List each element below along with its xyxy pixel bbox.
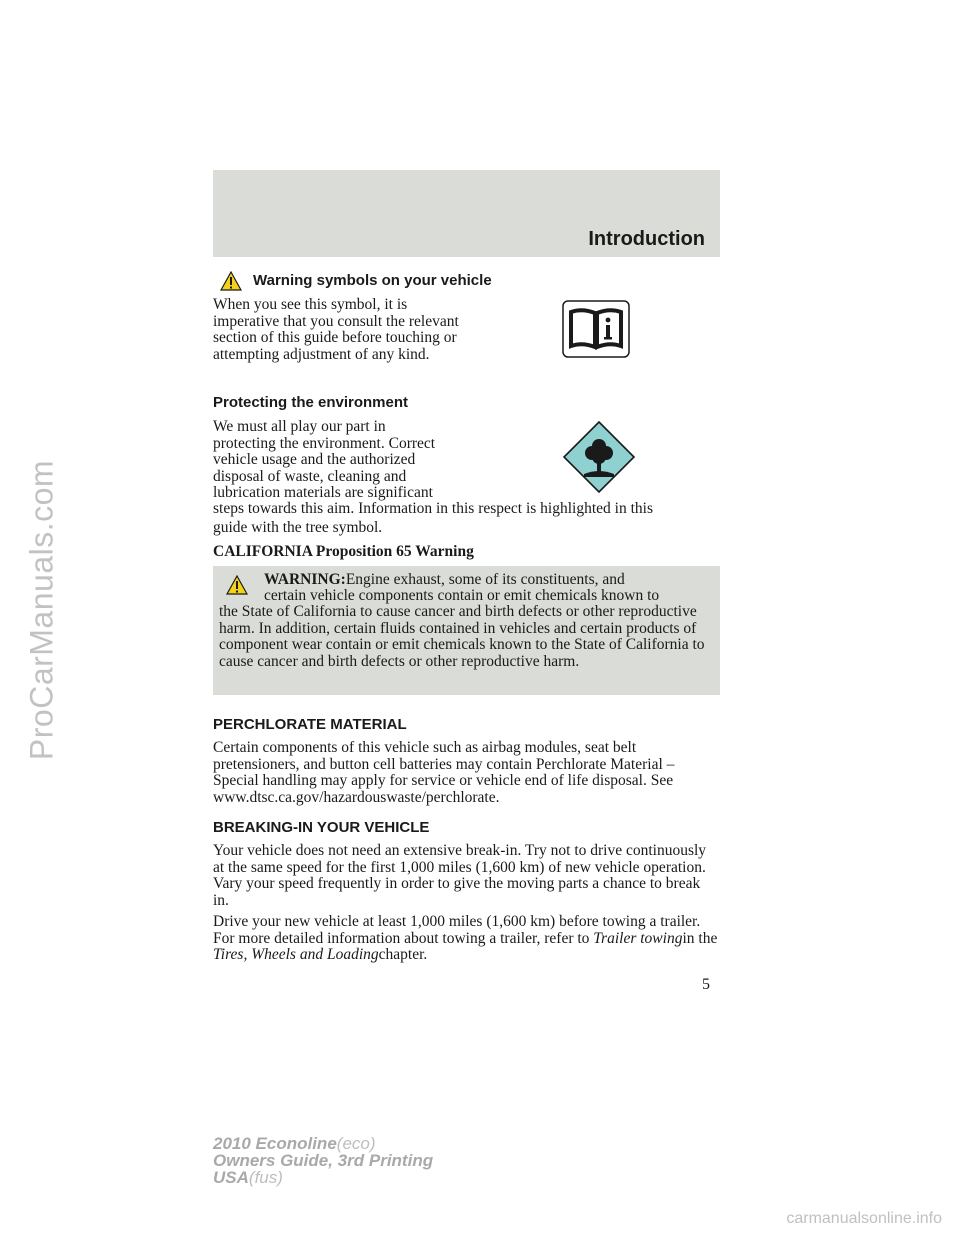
footer-guide: Owners Guide, 3rd Printing — [213, 1151, 434, 1170]
page-number: 5 — [702, 976, 710, 993]
warning-symbols-heading: Warning symbols on your vehicle — [253, 272, 492, 289]
footer-guide-line — [213, 1152, 433, 1169]
environment-heading: Protecting the environment — [213, 394, 409, 411]
california-warning-line-2: certain vehicle components contain or emit chemicals known to — [264, 587, 660, 604]
california-warning-text: Engine exhaust, some of its constituents, and — [345, 571, 625, 588]
environment-text-line: lubrication materials are significant — [213, 484, 433, 501]
perchlorate-text: Certain components of this vehicle such as airbag modules, seat belt pretensioners, and button cell batteries may contain Perchlorate Material – Special handling may apply for service or vehicle end of life disposal. See www.dtsc.ca.gov/hazardouswaste/perchlorate. — [213, 739, 675, 806]
document-footer — [213, 1135, 433, 1186]
warning-label: WARNING: — [264, 571, 346, 588]
california-heading: CALIFORNIA Proposition 65 Warning — [213, 543, 474, 560]
site-watermark-vertical: ProCarManuals.com — [23, 459, 60, 761]
section-header — [213, 170, 720, 257]
tree-symbol-icon — [562, 420, 636, 494]
trailer-towing-reference: Trailer towing — [593, 929, 683, 947]
warning-triangle-icon — [220, 271, 242, 291]
tires-wheels-loading-reference: Tires, Wheels and Loading — [213, 946, 379, 963]
footer-model-code: (eco) — [336, 1134, 376, 1153]
breaking-in-text-2 — [213, 914, 720, 964]
california-warning-rest: the State of California to cause cancer and birth defects or other reproductive harm. In addition, certain fluids contained in vehicles and certain products of component wear contain or emit chemicals known to the State of California to cause cancer and birth defects or other reproductive harm. — [219, 603, 705, 670]
environment-text-line: disposal of waste, cleaning and — [213, 467, 407, 485]
footer-region-code: (fus) — [248, 1168, 283, 1187]
environment-text-line: protecting the environment. Correct — [213, 434, 436, 452]
breaking-in-text-3: in the — [682, 929, 718, 947]
footer-region-line — [213, 1169, 433, 1186]
breaking-in-text-4: chapter. — [378, 946, 428, 963]
environment-text-line: vehicle usage and the authorized — [213, 451, 416, 468]
owner-manual-icon — [562, 300, 630, 358]
warning-symbols-text: When you see this symbol, it is imperative that you consult the relevant section of this guide before touching or attempting adjustment of any kind. — [213, 296, 459, 363]
environment-text-full-1: steps towards this aim. Information in this respect is highlighted in this — [213, 500, 653, 517]
footer-model: 2010 Econoline — [213, 1134, 337, 1153]
footer-region: USA — [213, 1168, 249, 1187]
breaking-in-text-2-body: Drive your new vehicle at least 1,000 miles (1,600 km) before towing a trailer. For more detailed information about towing a trailer, refer to — [213, 913, 701, 947]
breaking-in-text-1: Your vehicle does not need an extensive break-in. Try not to drive continuously at the same speed for the first 1,000 miles (1,600 km) of new vehicle operation. Vary your speed frequently in order to give the moving parts a chance to break in. — [213, 842, 707, 909]
site-watermark-bottom: carmanualsonline.info — [786, 1210, 942, 1227]
environment-text-line: We must all play our part in — [213, 418, 386, 435]
section-title: Introduction — [588, 228, 705, 250]
warning-triangle-icon — [226, 575, 248, 595]
environment-text-full-2: guide with the tree symbol. — [213, 519, 383, 536]
footer-model-line — [213, 1135, 433, 1152]
breaking-in-heading: BREAKING-IN YOUR VEHICLE — [213, 819, 430, 836]
perchlorate-heading: PERCHLORATE MATERIAL — [213, 716, 407, 733]
environment-text-wrapped — [213, 419, 513, 502]
